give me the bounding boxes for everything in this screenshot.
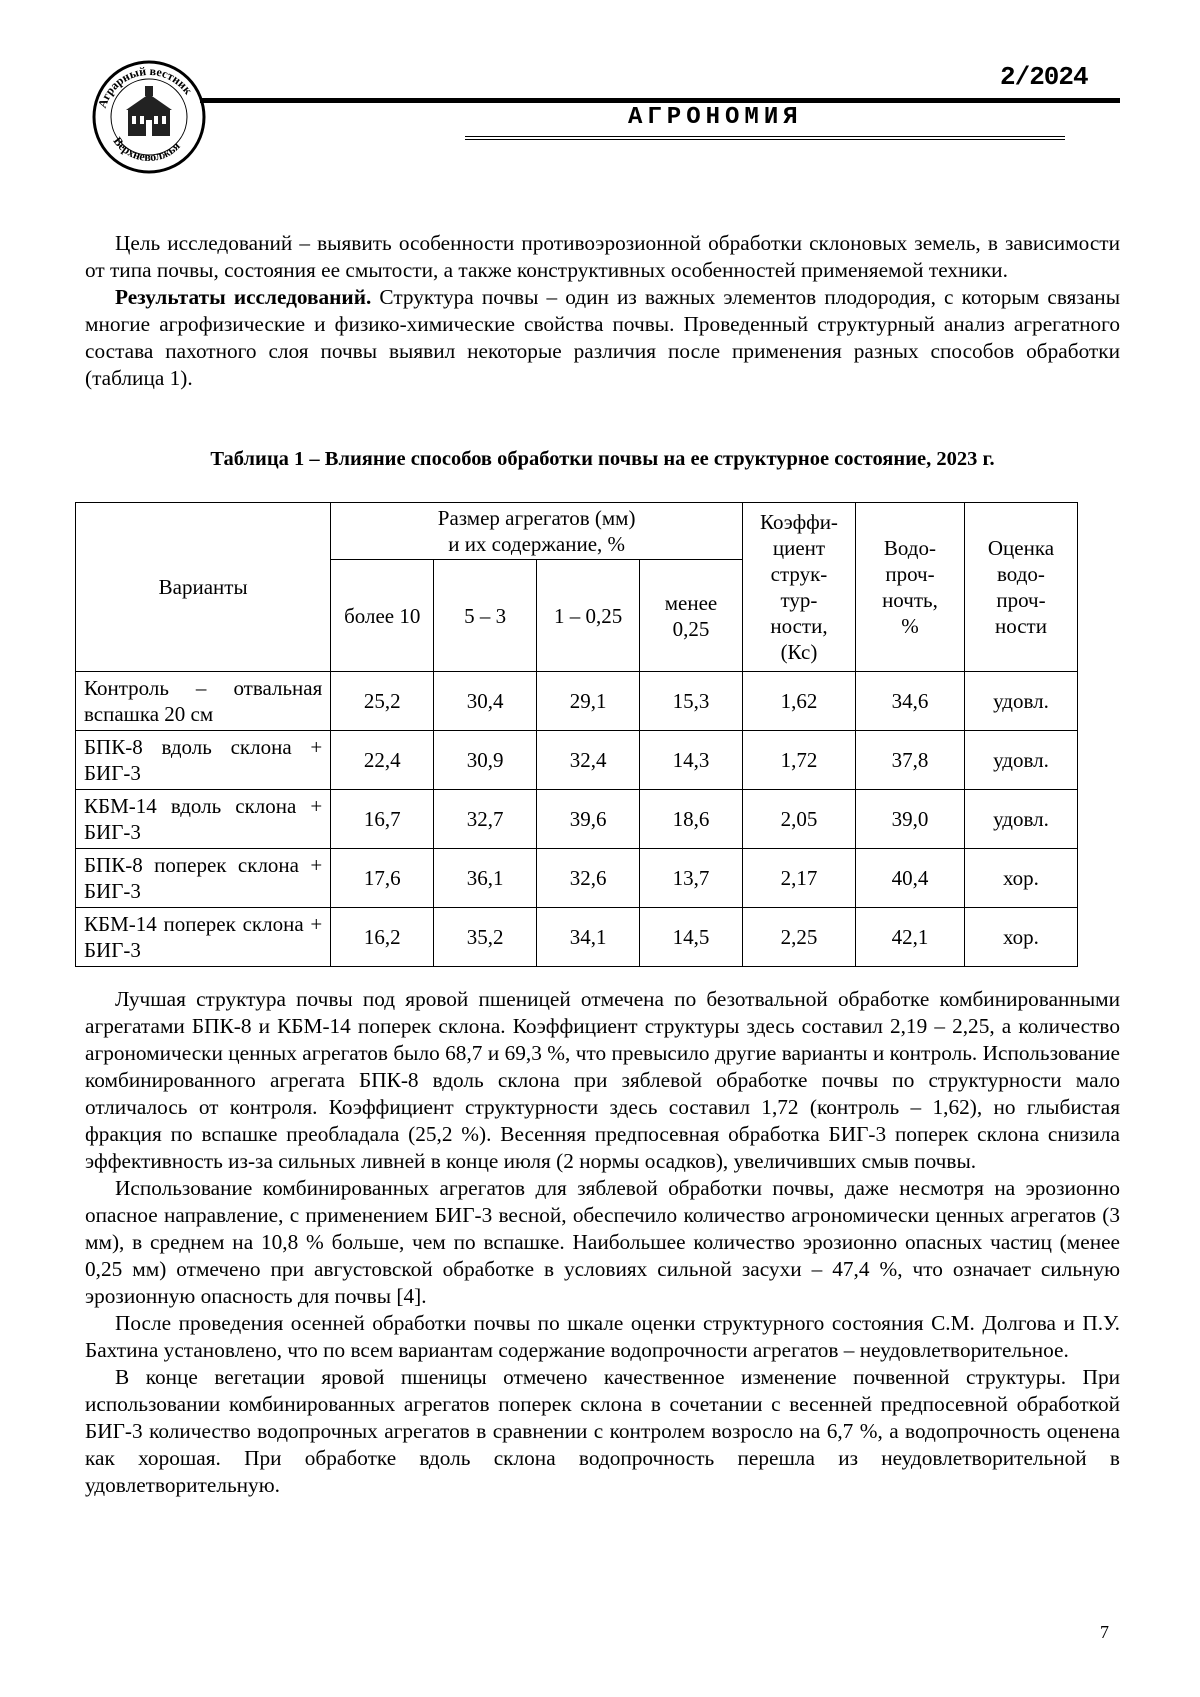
header-coef: Коэффи- циент струк- тур- ности, (Кс) bbox=[742, 503, 855, 672]
paragraph-results bbox=[85, 284, 1120, 392]
paragraph-autumn: После проведения осенней обработки почвы по шкале оценки структурного состояния С.М. Долгова и П.У. Бахтина установлено, что по всем вариантам содержание водопрочности агрегатов – неудовлетворительное. bbox=[85, 1311, 1120, 1362]
cell-water: 34,6 bbox=[855, 672, 964, 731]
cell-rating: удовл. bbox=[964, 731, 1077, 790]
table-row bbox=[76, 731, 1078, 790]
cell-value: 18,6 bbox=[640, 790, 743, 849]
header-rating: Оценка водо- проч- ности bbox=[964, 503, 1077, 672]
cell-water: 42,1 bbox=[855, 908, 964, 967]
header-rule bbox=[200, 98, 1120, 103]
cell-value: 14,3 bbox=[640, 731, 743, 790]
cell-variant: БПК-8 вдоль склона + БИГ-3 bbox=[76, 731, 331, 790]
cell-variant: КБМ-14 поперек склона + БИГ-3 bbox=[76, 908, 331, 967]
cell-value: 32,6 bbox=[537, 849, 640, 908]
cell-value: 25,2 bbox=[331, 672, 434, 731]
header-aggregates-line2: и их содержание, % bbox=[448, 532, 626, 556]
cell-water: 37,8 bbox=[855, 731, 964, 790]
subheader-1-025: 1 – 0,25 bbox=[537, 560, 640, 672]
cell-value: 29,1 bbox=[537, 672, 640, 731]
results-text: Структура почвы – один из важных элементов плодородия, с которым связаны многие агрофизические и физико-химические свойства почвы. Проведенный структурный анализ агрегатного состава пахотного слоя почвы выявил некоторые различия после применения разных способов обработки (таблица 1). bbox=[85, 285, 1120, 390]
data-table bbox=[75, 502, 1078, 967]
subheader-less-025: менее 0,25 bbox=[640, 560, 743, 672]
table-caption: Таблица 1 – Влияние способов обработки почвы на ее структурное состояние, 2023 г. bbox=[210, 448, 995, 470]
cell-rating: удовл. bbox=[964, 672, 1077, 731]
cell-value: 15,3 bbox=[640, 672, 743, 731]
paragraph-best-structure: Лучшая структура почвы под яровой пшеницей отмечена по безотвальной обработке комбинированными агрегатами БПК-8 и КБМ-14 поперек склона. Коэффициент структуры здесь составил 2,19 – 2,25, а количество агрономически ценных агрегатов было 68,7 и 69,3 %, что превысило другие варианты и контроль. Использование комбинированного агрегата БПК-8 вдоль склона при зяблевой обработке почвы по структурности мало отличалось от контроля. Коэффициент структурности здесь составил 1,72 (контроль – 1,62), но глыбистая фракция по вспашке преобладала (25,2 %). Весенняя предпосевная обработка БИГ-3 поперек склона снизила эффективность из-за сильных ливней в конце июля (2 нормы осадков), увеличивших смыв почвы. bbox=[85, 987, 1120, 1173]
header-aggregates-line1: Размер агрегатов (мм) bbox=[437, 506, 636, 530]
cell-rating: хор. bbox=[964, 849, 1077, 908]
header-variants: Варианты bbox=[76, 503, 331, 672]
cell-value: 36,1 bbox=[434, 849, 537, 908]
journal-logo bbox=[90, 58, 208, 176]
cell-kc: 1,62 bbox=[742, 672, 855, 731]
logo-text-top: Аграрный вестник bbox=[94, 63, 196, 110]
section-underline bbox=[465, 136, 1065, 137]
page-number: 7 bbox=[1100, 1622, 1109, 1642]
cell-water: 39,0 bbox=[855, 790, 964, 849]
cell-kc: 1,72 bbox=[742, 731, 855, 790]
cell-value: 17,6 bbox=[331, 849, 434, 908]
cell-rating: хор. bbox=[964, 908, 1077, 967]
svg-text:Верхневолжья bbox=[110, 134, 183, 164]
subheader-more-10: более 10 bbox=[331, 560, 434, 672]
paragraph-combined-units: Использование комбинированных агрегатов для зяблевой обработки почвы, даже несмотря на эрозионно опасное направление, с применением БИГ-3 весной, обеспечило количество агрономически ценных агрегатов (3 мм), в среднем на 10,8 % больше, чем по вспашке. Наибольшее количество эрозионно опасных частиц (менее 0,25 мм) отмечено при августовской обработке в условиях сильной засухи – 47,4 %, что означает сильную эрозионную опасность для почвы [4]. bbox=[85, 1176, 1120, 1308]
paragraph-goal: Цель исследований – выявить особенности противоэрозионной обработки склоновых земель, в зависимости от типа почвы, состояния ее смытости, а также конструктивных особенностей применяемой техники. bbox=[85, 231, 1120, 282]
cell-value: 30,9 bbox=[434, 731, 537, 790]
cell-variant: БПК-8 поперек склона + БИГ-3 bbox=[76, 849, 331, 908]
cell-water: 40,4 bbox=[855, 849, 964, 908]
cell-value: 39,6 bbox=[537, 790, 640, 849]
paragraph-vegetation: В конце вегетации яровой пшеницы отмечено качественное изменение почвенной структуры. При использовании комбинированных агрегатов поперек склона в сочетании с весенней предпосевной обработкой БИГ-3 количество водопрочных агрегатов в сравнении с контролем возросло на 6,7 %, а водопрочность оценена как хорошая. При обработке вдоль склона водопрочность перешла из неудовлетворительной в удовлетворительную. bbox=[85, 1365, 1120, 1497]
header-water: Водо- проч- ночть, % bbox=[855, 503, 964, 672]
cell-value: 32,4 bbox=[537, 731, 640, 790]
table-row bbox=[76, 790, 1078, 849]
cell-kc: 2,17 bbox=[742, 849, 855, 908]
cell-kc: 2,05 bbox=[742, 790, 855, 849]
cell-value: 16,7 bbox=[331, 790, 434, 849]
table-row bbox=[76, 908, 1078, 967]
subheader-5-3: 5 – 3 bbox=[434, 560, 537, 672]
body-text bbox=[85, 986, 1120, 1499]
table-row bbox=[76, 849, 1078, 908]
cell-value: 13,7 bbox=[640, 849, 743, 908]
section-underline-2 bbox=[465, 139, 1065, 140]
cell-value: 35,2 bbox=[434, 908, 537, 967]
cell-variant: КБМ-14 вдоль склона + БИГ-3 bbox=[76, 790, 331, 849]
cell-value: 22,4 bbox=[331, 731, 434, 790]
header-aggregates bbox=[331, 503, 743, 560]
cell-value: 34,1 bbox=[537, 908, 640, 967]
cell-rating: удовл. bbox=[964, 790, 1077, 849]
cell-variant: Контроль – отвальная вспашка 20 см bbox=[76, 672, 331, 731]
cell-value: 16,2 bbox=[331, 908, 434, 967]
cell-value: 32,7 bbox=[434, 790, 537, 849]
cell-value: 30,4 bbox=[434, 672, 537, 731]
issue-number: 2/2024 bbox=[1000, 62, 1088, 92]
cell-kc: 2,25 bbox=[742, 908, 855, 967]
intro-text bbox=[85, 230, 1120, 392]
cell-value: 14,5 bbox=[640, 908, 743, 967]
section-title: АГРОНОМИЯ bbox=[628, 104, 803, 131]
logo-text-bottom: Верхневолжья bbox=[110, 134, 183, 164]
results-heading: Результаты исследований. bbox=[115, 285, 372, 309]
table-row bbox=[76, 672, 1078, 731]
